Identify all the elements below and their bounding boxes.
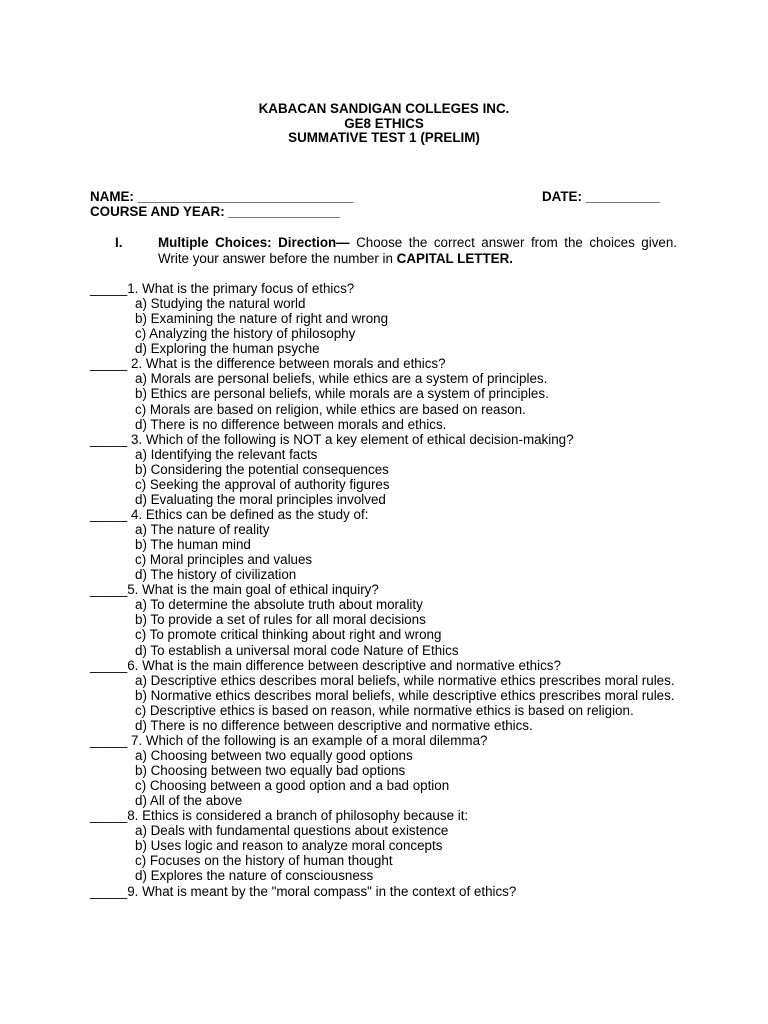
answer-option: d) Exploring the human psyche: [135, 341, 320, 357]
question-item: [90, 658, 678, 733]
answer-option: d) There is no difference between descriptive and normative ethics.: [135, 717, 533, 733]
question-stem: _____ 2. What is the difference between morals and ethics?: [90, 356, 446, 372]
question-item: [90, 356, 678, 431]
answer-option: a) Deals with fundamental questions about existence: [135, 823, 449, 839]
question-stem: _____ 3. Which of the following is NOT a key element of ethical decision-making?: [90, 431, 574, 447]
answer-option: b) Examining the nature of right and wrong: [135, 311, 389, 327]
answer-option: c) Seeking the approval of authority figures: [135, 476, 390, 492]
course-code: GE8 ETHICS: [344, 115, 424, 131]
test-title: SUMMATIVE TEST 1 (PRELIM): [288, 130, 480, 145]
answer-option: c) Descriptive ethics is based on reason, while normative ethics is based on religion.: [135, 702, 634, 718]
section-directions: [158, 235, 677, 266]
question-stem: _____6. What is the main difference between descriptive and normative ethics?: [90, 657, 561, 673]
answer-option: b) Ethics are personal beliefs, while morals are a system of principles.: [135, 386, 549, 402]
answer-option: b) To provide a set of rules for all moral decisions: [135, 612, 426, 628]
answer-option: a) Descriptive ethics describes moral beliefs, while normative ethics prescribes moral rules.: [135, 672, 675, 688]
question-stem: _____8. Ethics is considered a branch of philosophy because it:: [90, 808, 469, 824]
answer-option: d) The history of civilization: [135, 567, 297, 583]
course-year-field: COURSE AND YEAR: _______________: [90, 204, 341, 219]
question-item: [90, 507, 678, 582]
name-field: NAME: _____________________________: [90, 189, 354, 204]
question-item: [90, 884, 678, 899]
answer-option: d) Evaluating the moral principles involved: [135, 491, 386, 507]
answer-option: d) Explores the nature of consciousness: [135, 868, 374, 884]
answer-option: a) The nature of reality: [135, 522, 270, 537]
question-list: [90, 281, 678, 899]
question-item: [90, 808, 678, 883]
question-stem: _____5. What is the main goal of ethical inquiry?: [90, 582, 379, 598]
document-header: [0, 102, 768, 146]
date-field: DATE: __________: [542, 189, 661, 204]
directions-emphasis: CAPITAL LETTER.: [396, 250, 513, 266]
section-instructions: [115, 235, 677, 266]
answer-option: b) Choosing between two equally bad options: [135, 763, 406, 778]
question-item: [90, 281, 678, 356]
directions-lead: Multiple Choices: Direction—: [158, 235, 350, 250]
question-stem: _____1. What is the primary focus of ethics?: [90, 281, 355, 296]
answer-option: c) Focuses on the history of human thought: [135, 853, 393, 869]
answer-option: b) The human mind: [135, 537, 251, 553]
answer-option: d) All of the above: [135, 793, 243, 809]
answer-option: c) To promote critical thinking about right and wrong: [135, 627, 442, 643]
question-item: [90, 582, 678, 657]
answer-option: b) Considering the potential consequences: [135, 461, 389, 477]
answer-option: c) Choosing between a good option and a bad option: [135, 778, 450, 794]
answer-option: d) To establish a universal moral code Nature of Ethics: [135, 642, 459, 658]
question-stem: _____9. What is meant by the "moral compass" in the context of ethics?: [90, 883, 517, 899]
answer-option: c) Analyzing the history of philosophy: [135, 326, 356, 342]
answer-option: c) Morals are based on religion, while ethics are based on reason.: [135, 401, 526, 417]
answer-option: a) To determine the absolute truth about morality: [135, 597, 423, 613]
answer-option: a) Studying the natural world: [135, 296, 306, 312]
answer-option: c) Moral principles and values: [135, 552, 313, 568]
directions-text: Choose the correct answer from the choices given. Write your answer before the number in: [158, 235, 678, 266]
section-number: I.: [115, 235, 123, 250]
question-stem: _____ 7. Which of the following is an example of a moral dilemma?: [90, 732, 488, 748]
answer-option: d) There is no difference between morals and ethics.: [135, 416, 447, 432]
answer-option: a) Morals are personal beliefs, while ethics are a system of principles.: [135, 371, 548, 387]
institution-name: KABACAN SANDIGAN COLLEGES INC.: [258, 101, 510, 116]
question-item: [90, 733, 678, 808]
question-item: [90, 432, 678, 507]
question-stem: _____ 4. Ethics can be defined as the study of:: [90, 506, 369, 522]
answer-option: b) Normative ethics describes moral beliefs, while descriptive ethics prescribes moral rules.: [135, 687, 675, 703]
answer-option: a) Identifying the relevant facts: [135, 446, 318, 462]
answer-option: a) Choosing between two equally good options: [135, 747, 413, 763]
answer-option: b) Uses logic and reason to analyze moral concepts: [135, 838, 443, 854]
